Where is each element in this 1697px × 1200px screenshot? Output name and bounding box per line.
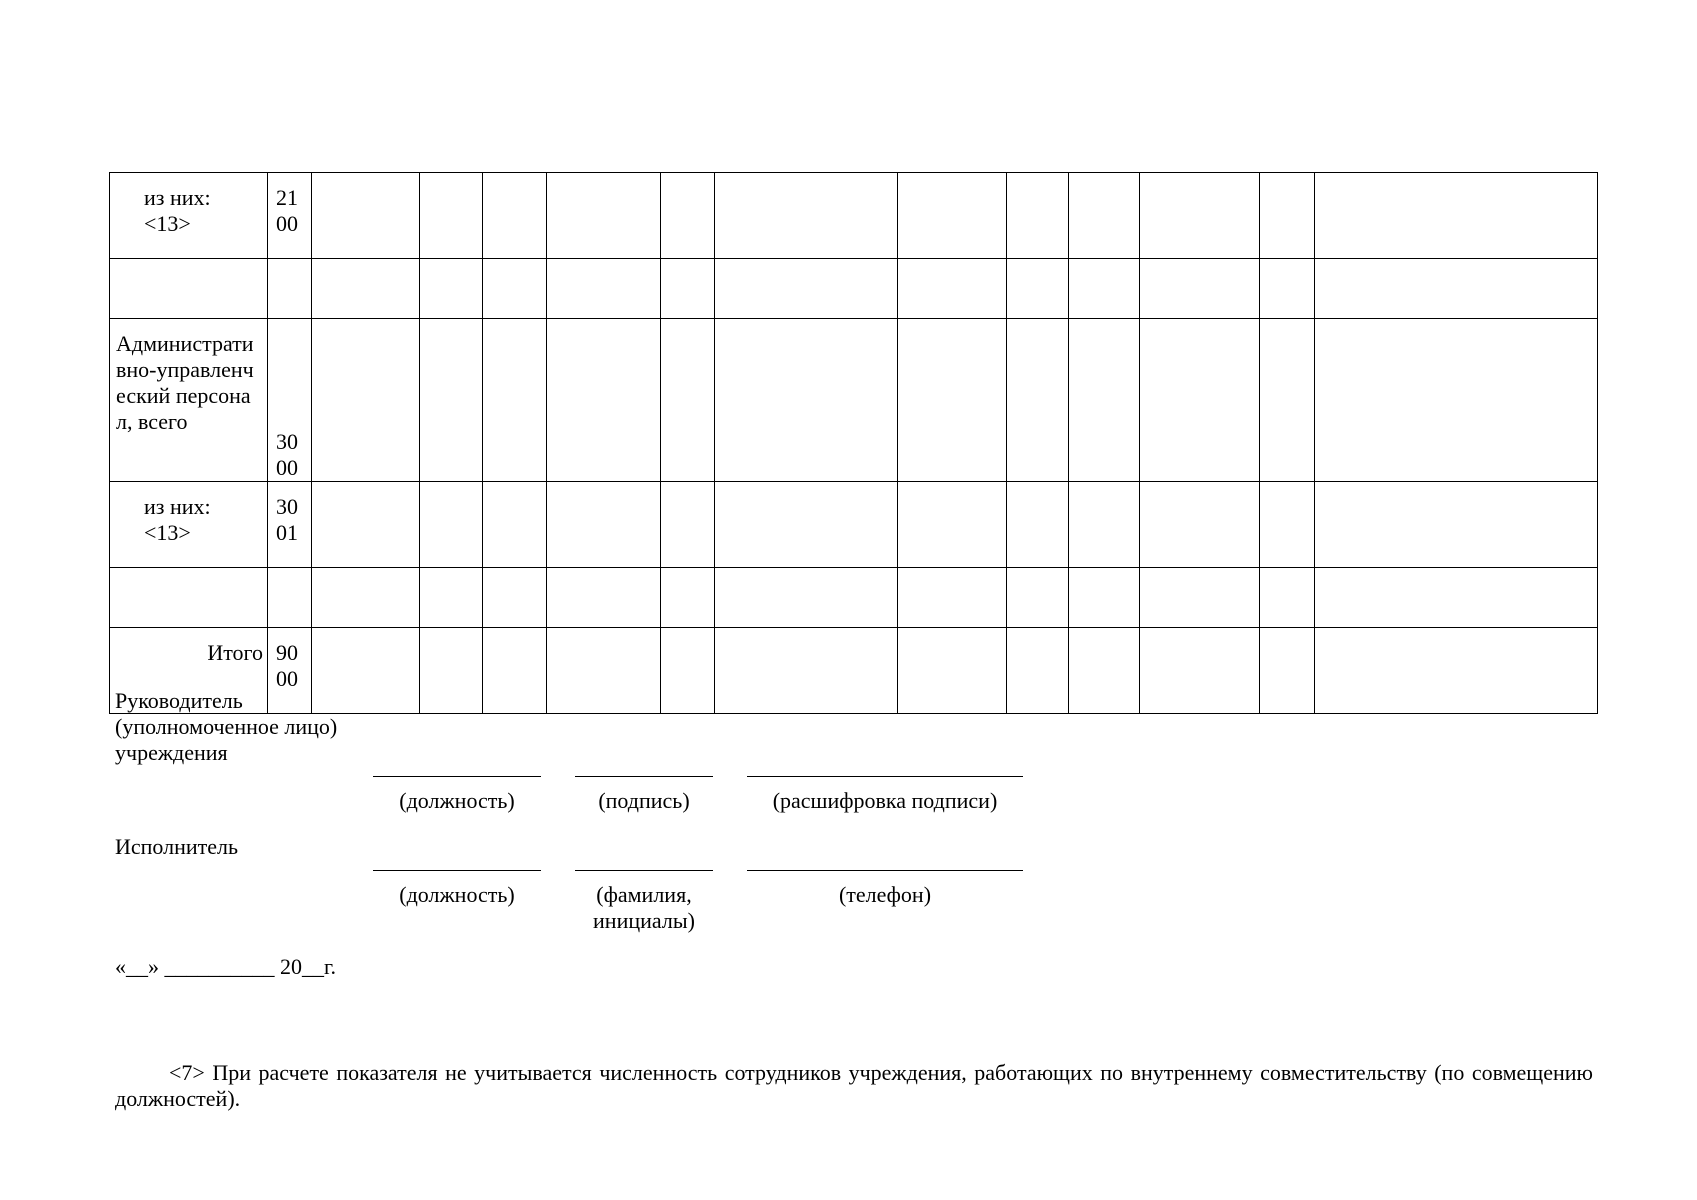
row-label	[110, 568, 268, 628]
executor-name-caption: (фамилия, инициалы)	[593, 882, 695, 933]
table-row	[110, 482, 1598, 568]
date-line: «__» __________ 20__г.	[115, 954, 337, 979]
table-row	[110, 259, 1598, 319]
row-label: Итого	[110, 628, 268, 714]
row-code	[268, 259, 312, 319]
report-table	[109, 172, 1598, 714]
row-code: 21 00	[268, 173, 312, 259]
row-label: Административно-управленческий персонал, всего	[110, 319, 268, 482]
row-label	[110, 259, 268, 319]
signature-decoding-caption: (расшифровка подписи)	[772, 788, 998, 813]
row-label: из них: <13>	[110, 482, 268, 568]
signature-decoding-line	[747, 776, 1023, 777]
executor-phone-line	[747, 870, 1023, 871]
table-row	[110, 568, 1598, 628]
executor-name-line	[575, 870, 713, 871]
position-caption: (должность)	[399, 788, 515, 813]
row-code	[268, 568, 312, 628]
position-signature-line	[373, 776, 541, 777]
row-label: из них: <13>	[110, 173, 268, 259]
row-code: 30 01	[268, 482, 312, 568]
table-row	[110, 319, 1598, 482]
signature-caption: (подпись)	[598, 788, 690, 813]
executor-position-line	[373, 870, 541, 871]
signature-line	[575, 776, 713, 777]
executor-position-caption: (должность)	[399, 882, 515, 907]
executor-label: Исполнитель	[115, 834, 239, 859]
executor-phone-caption: (телефон)	[838, 882, 932, 907]
head-label: Руководитель (уполномоченное лицо) учреждения	[115, 688, 338, 765]
row-code: 90 00	[268, 628, 312, 714]
table-row	[110, 173, 1598, 259]
footnote: <7> При расчете показателя не учитывается численность сотрудников учреждения, работающих по внутреннему совместительству (по совмещению должностей).	[115, 1060, 1593, 1111]
row-code: 30 00	[268, 319, 312, 482]
